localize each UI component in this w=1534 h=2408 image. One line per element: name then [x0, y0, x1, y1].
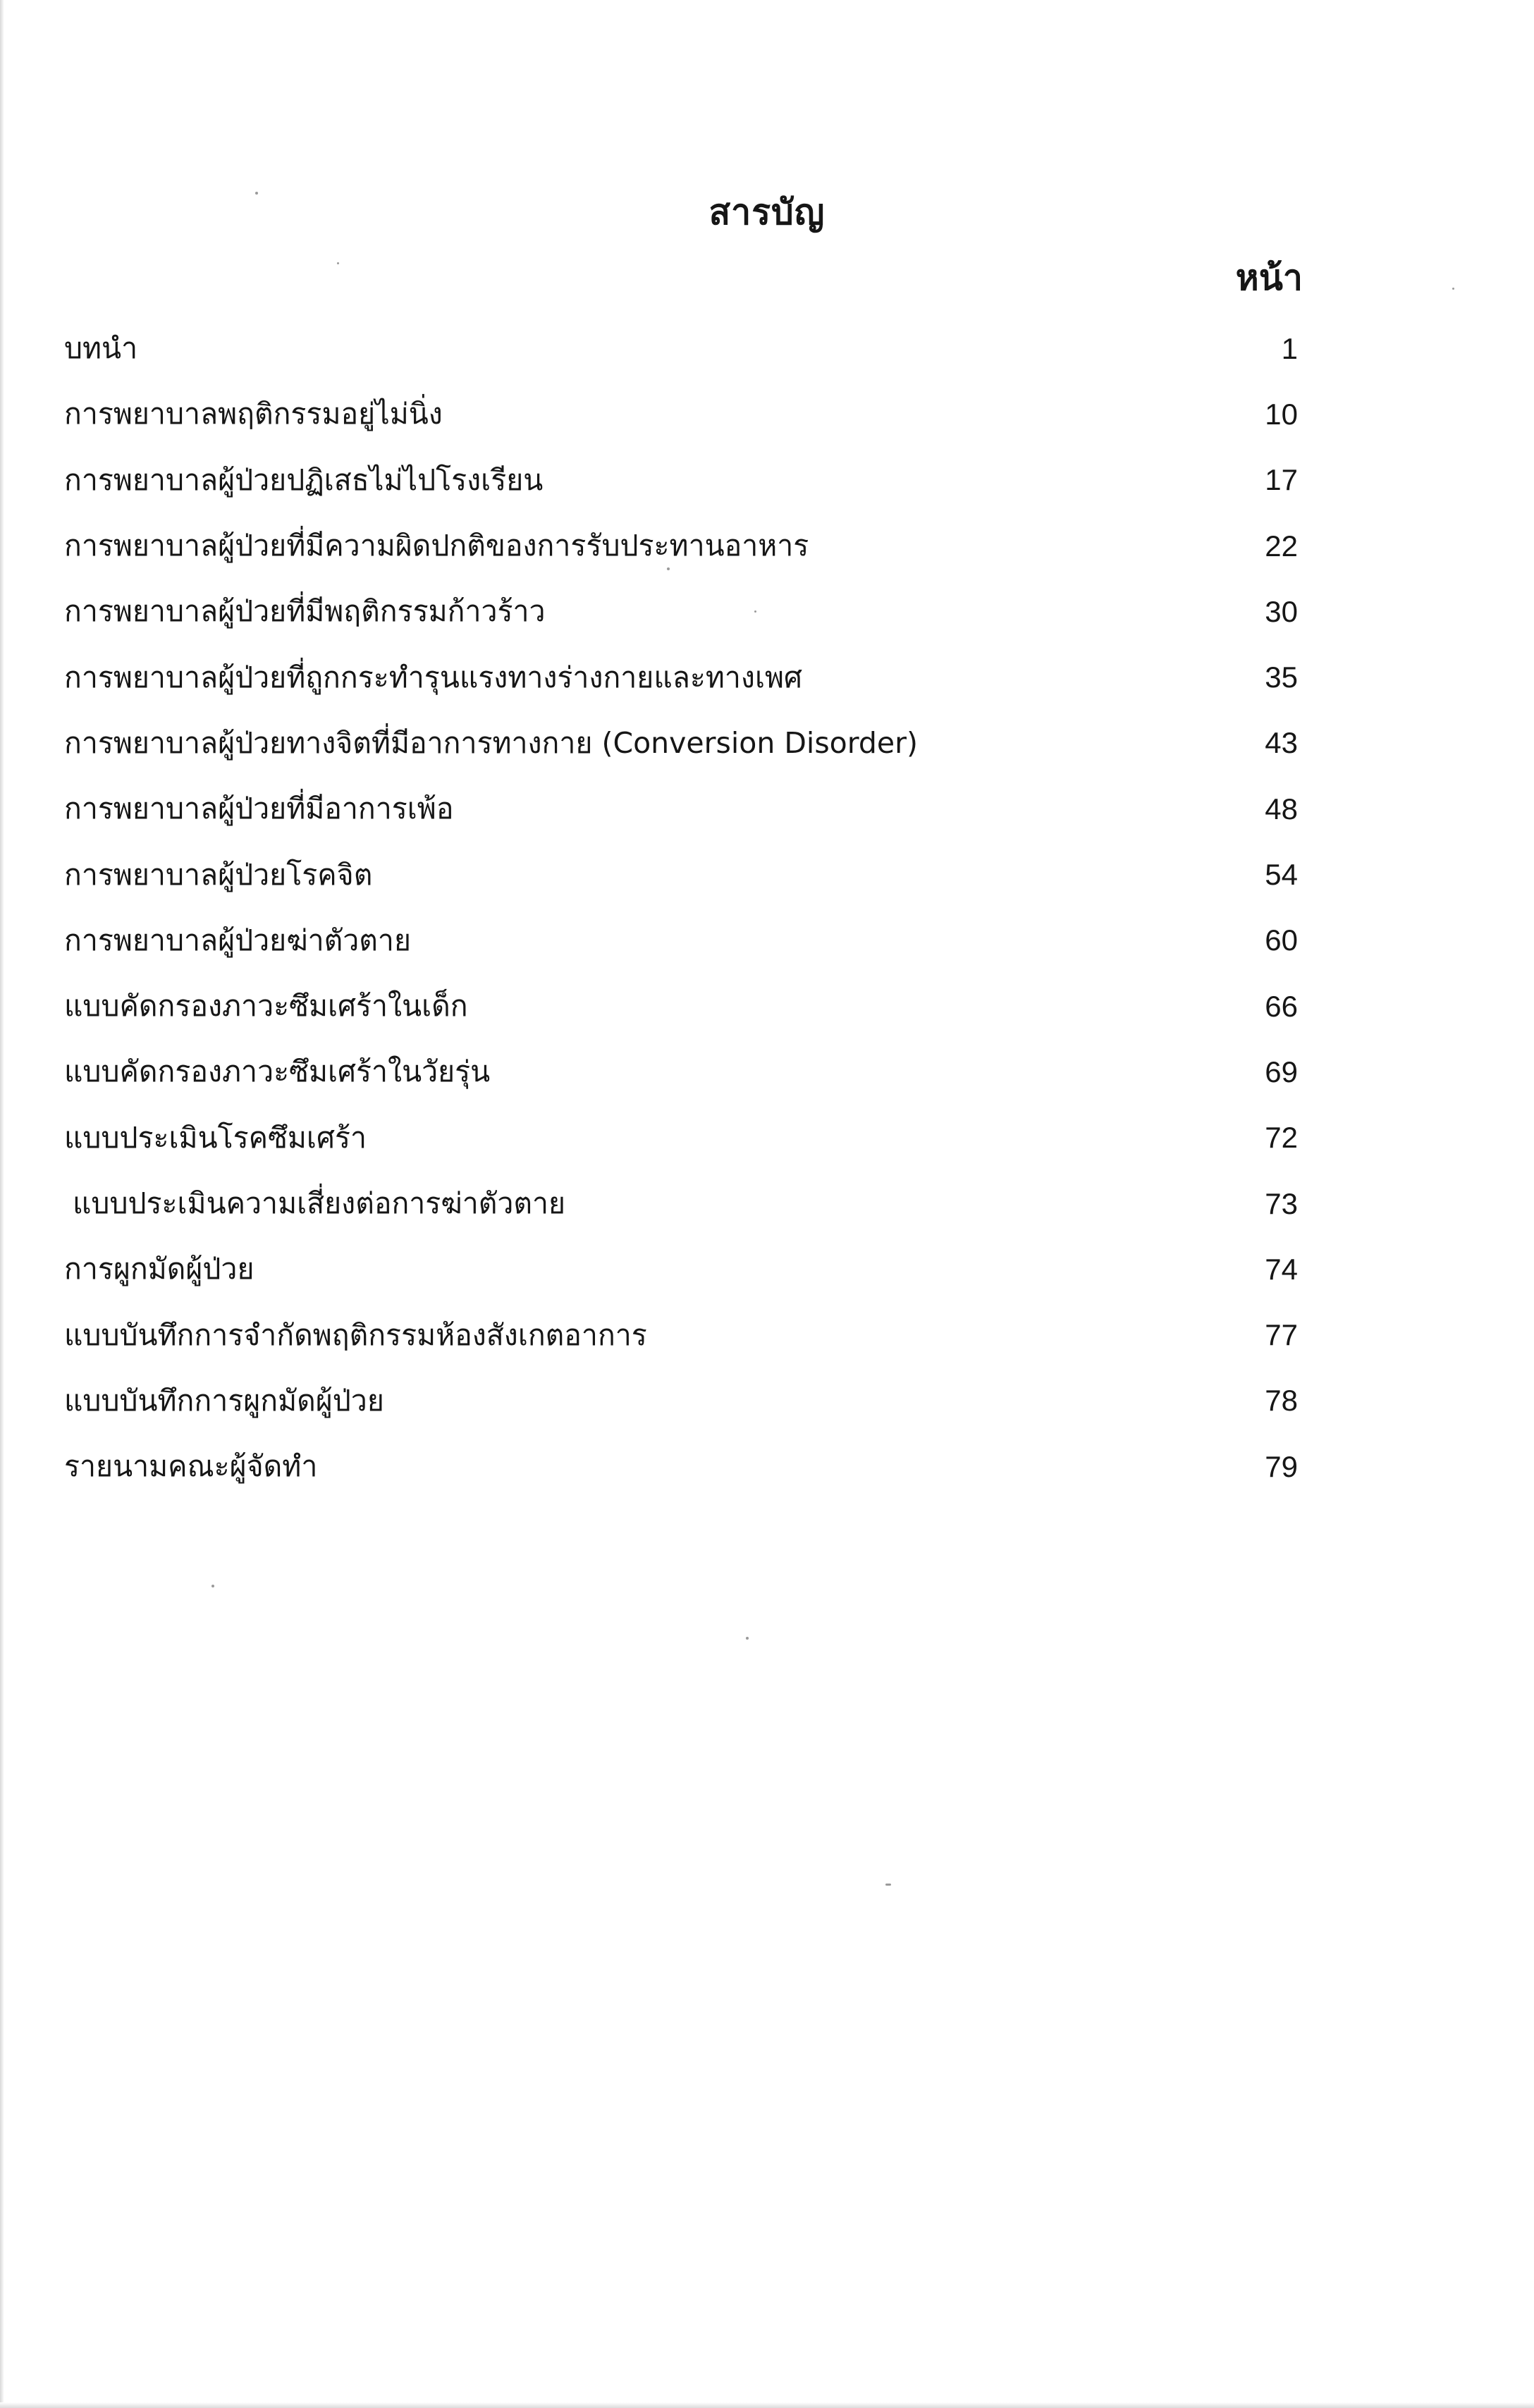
toc-entry-page: 48 [1265, 792, 1298, 825]
table-of-contents [64, 316, 1298, 1499]
page-number-column-header: หน้า [1235, 257, 1303, 298]
scan-speck [1452, 288, 1454, 290]
toc-entry-page: 60 [1265, 923, 1298, 957]
toc-entry[interactable] [64, 908, 1298, 973]
toc-entry-title: แบบประเมินความเสี่ยงต่อการฆ่าตัวตาย [73, 1186, 566, 1220]
toc-entry[interactable] [64, 448, 1298, 513]
toc-entry-title: การพยาบาลผู้ป่วยฆ่าตัวตาย [64, 923, 411, 957]
toc-entry-page: 69 [1265, 1055, 1298, 1088]
toc-entry-page: 79 [1265, 1449, 1298, 1483]
scan-speck [337, 262, 339, 264]
toc-entry[interactable] [64, 316, 1298, 381]
toc-entry-title: แบบประเมินโรคซึมเศร้า [64, 1120, 367, 1155]
toc-entry[interactable] [64, 513, 1298, 579]
toc-entry[interactable] [64, 1434, 1298, 1499]
scan-speck [885, 1884, 891, 1886]
toc-entry-page: 54 [1265, 858, 1298, 892]
toc-entry-title: การพยาบาลผู้ป่วยโรคจิต [64, 857, 373, 892]
page-left-edge [0, 0, 4, 2408]
toc-entry[interactable] [64, 1105, 1298, 1171]
toc-entry[interactable] [64, 1171, 1298, 1236]
toc-entry[interactable] [64, 1368, 1298, 1434]
toc-entry[interactable] [64, 1039, 1298, 1105]
toc-entry-title: การพยาบาลผู้ป่วยทางจิตที่มีอาการทางกาย (Conversion Disorder) [64, 725, 919, 760]
toc-entry-title: การพยาบาลผู้ป่วยที่ถูกกระทำรุนแรงทางร่างกายและทางเพศ [64, 660, 803, 694]
toc-entry[interactable] [64, 381, 1298, 447]
toc-entry[interactable] [64, 644, 1298, 710]
toc-entry-page: 72 [1265, 1121, 1298, 1155]
toc-entry-title: บทนำ [64, 331, 138, 366]
scan-speck [211, 1585, 214, 1587]
toc-entry-title: การพยาบาลพฤติกรรมอยู่ไม่นิ่ง [64, 397, 443, 431]
toc-entry-title: แบบคัดกรองภาวะซึมเศร้าในวัยรุ่น [64, 1055, 491, 1089]
scan-speck [667, 567, 670, 570]
toc-entry-title: การพยาบาลผู้ป่วยปฏิเสธไม่ไปโรงเรียน [64, 462, 544, 497]
toc-entry[interactable] [64, 776, 1298, 842]
toc-entry-page: 1 [1281, 331, 1298, 365]
toc-entry-title: แบบคัดกรองภาวะซึมเศร้าในเด็ก [64, 989, 468, 1024]
toc-entry-title: แบบบันทึกการจำกัดพฤติกรรมห้องสังเกตอาการ [64, 1317, 647, 1352]
scan-speck [754, 610, 756, 613]
toc-entry[interactable] [64, 711, 1298, 776]
toc-entry-title: การผูกมัดผู้ป่วย [64, 1252, 254, 1286]
toc-entry[interactable] [64, 1302, 1298, 1368]
toc-entry[interactable] [64, 973, 1298, 1039]
toc-entry-page: 74 [1265, 1252, 1298, 1286]
toc-entry-title: การพยาบาลผู้ป่วยที่มีความผิดปกติของการรับประทานอาหาร [64, 529, 809, 563]
scan-speck [255, 192, 258, 195]
toc-entry-page: 43 [1265, 726, 1298, 760]
page-title: สารบัญ [708, 192, 826, 233]
toc-entry-title: แบบบันทึกการผูกมัดผู้ป่วย [64, 1383, 384, 1418]
toc-entry-title: รายนามคณะผู้จัดทำ [64, 1449, 318, 1484]
toc-entry[interactable] [64, 579, 1298, 644]
toc-entry-page: 10 [1265, 397, 1298, 431]
toc-entry-page: 73 [1265, 1186, 1298, 1220]
toc-entry-page: 78 [1265, 1384, 1298, 1418]
toc-entry-title: การพยาบาลผู้ป่วยที่มีอาการเพ้อ [64, 792, 454, 826]
scan-speck [746, 1637, 749, 1640]
toc-entry-page: 22 [1265, 529, 1298, 563]
toc-entry[interactable] [64, 842, 1298, 907]
toc-entry-page: 77 [1265, 1318, 1298, 1352]
toc-entry-title: การพยาบาลผู้ป่วยที่มีพฤติกรรมก้าวร้าว [64, 594, 546, 629]
toc-entry-page: 30 [1265, 594, 1298, 628]
toc-entry-page: 35 [1265, 661, 1298, 694]
toc-entry-page: 66 [1265, 989, 1298, 1023]
toc-entry[interactable] [64, 1236, 1298, 1302]
toc-entry-page: 17 [1265, 463, 1298, 497]
page-bottom-edge [0, 2402, 1534, 2408]
